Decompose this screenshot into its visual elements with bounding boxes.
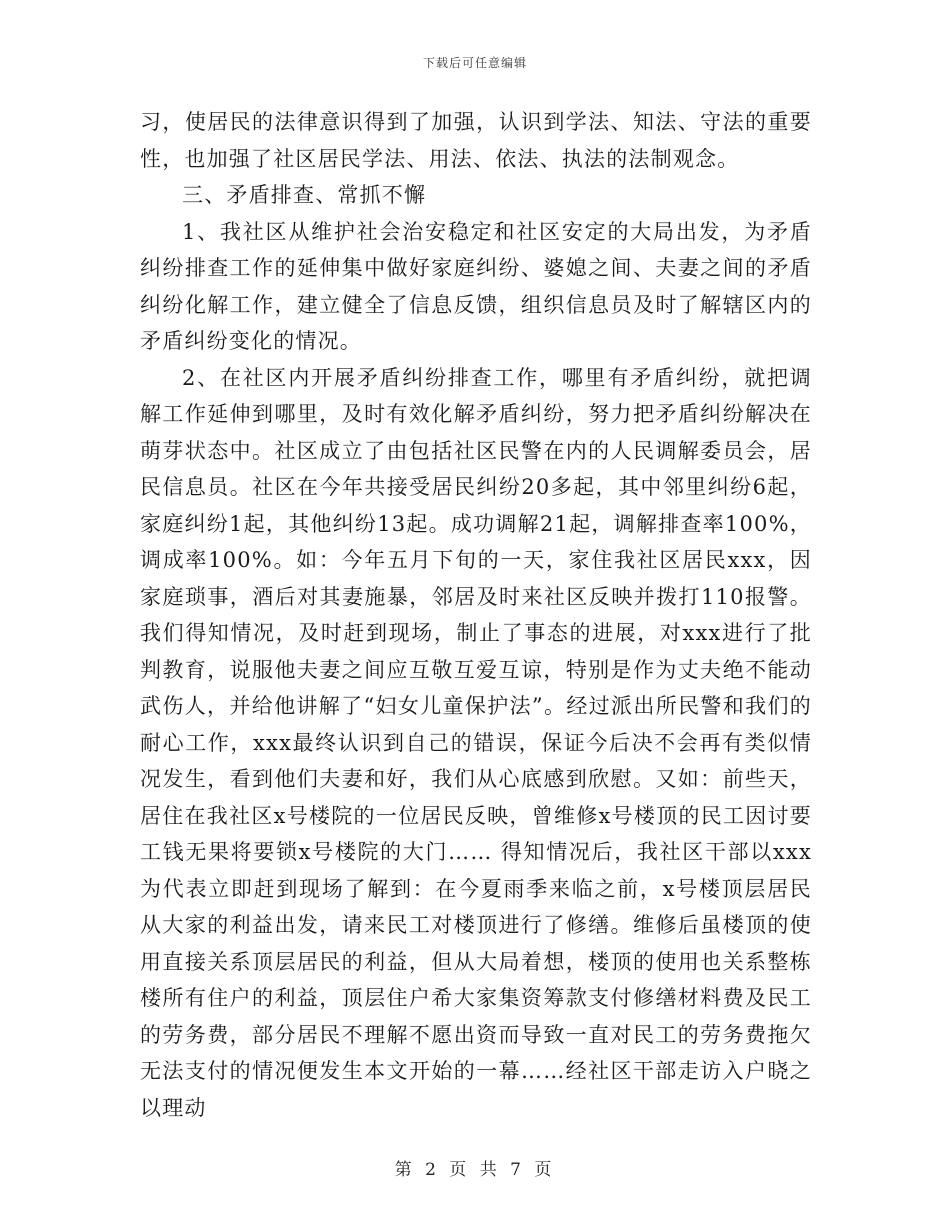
paragraph-item-2: 2、在社区内开展矛盾纠纷排查工作，哪里有矛盾纠纷，就把调解工作延伸到哪里，及时有效化解矛盾纠纷，努力把矛盾纠纷解决在萌芽状态中。社区成立了由包括社区民警在内的人民调解委员会，居民信息员。社区在今年共接受居民纠纷20多起，其中邻里纠纷6起，家庭纠纷1起，其他纠纷13起。成功调解21起，调解排查率100%，调成率100%。如：今年五月下旬的一天，家住我社区居民xxx，因家庭琐事，酒后对其妻施暴，邻居及时来社区反映并拨打110报警。我们得知情况，及时赶到现场，制止了事态的进展，对xxx进行了批判教育，说服他夫妻之间应互敬互爱互谅，特别是作为丈夫绝不能动武伤人，并给他讲解了“妇女儿童保护法”。经过派出所民警和我们的耐心工作，xxx最终认识到自己的错误，保证今后决不会再有类似情况发生，看到他们夫妻和好，我们从心底感到欣慰。又如：前些天，居住在我社区x号楼院的一位居民反映，曾维修x号楼顶的民工因讨要工钱无果将要锁x号楼院的大门…… 得知情况后，我社区干部以xxx为代表立即赶到现场了解到：在今夏雨季来临之前，x号楼顶层居民从大家的利益出发，请来民工对楼顶进行了修缮。维修后虽楼顶的使用直接关系顶层居民的利益，但从大局着想，楼顶的使用也关系整栋楼所有住户的利益，顶层住户希大家集资筹款支付修缮材料费及民工的劳务费，部分居民不理解不愿出资而导致一直对民工的劳务费拖欠无法支付的情况便发生本文开始的一幕……经社区干部走访入户晓之以理动 <box>140 365 812 1120</box>
page-number-footer: 第 2 页 共 7 页 <box>394 1160 556 1180</box>
paragraph-continuation: 习，使居民的法律意识得到了加强，认识到学法、知法、守法的重要性，也加强了社区居民学法、用法、依法、执法的法制观念。 <box>140 110 812 171</box>
document-body <box>140 104 812 1126</box>
paragraph-item-1: 1、我社区从维护社会治安稳定和社区安定的大局出发，为矛盾纠纷排查工作的延伸集中做好家庭纠纷、婆媳之间、夫妻之间的矛盾纠纷化解工作，建立健全了信息反馈，组织信息员及时了解辖区内的矛盾纠纷变化的情况。 <box>140 219 812 353</box>
section-heading: 三、矛盾排查、常抓不懈 <box>182 183 427 207</box>
header-note: 下载后可任意编辑 <box>422 56 527 70</box>
